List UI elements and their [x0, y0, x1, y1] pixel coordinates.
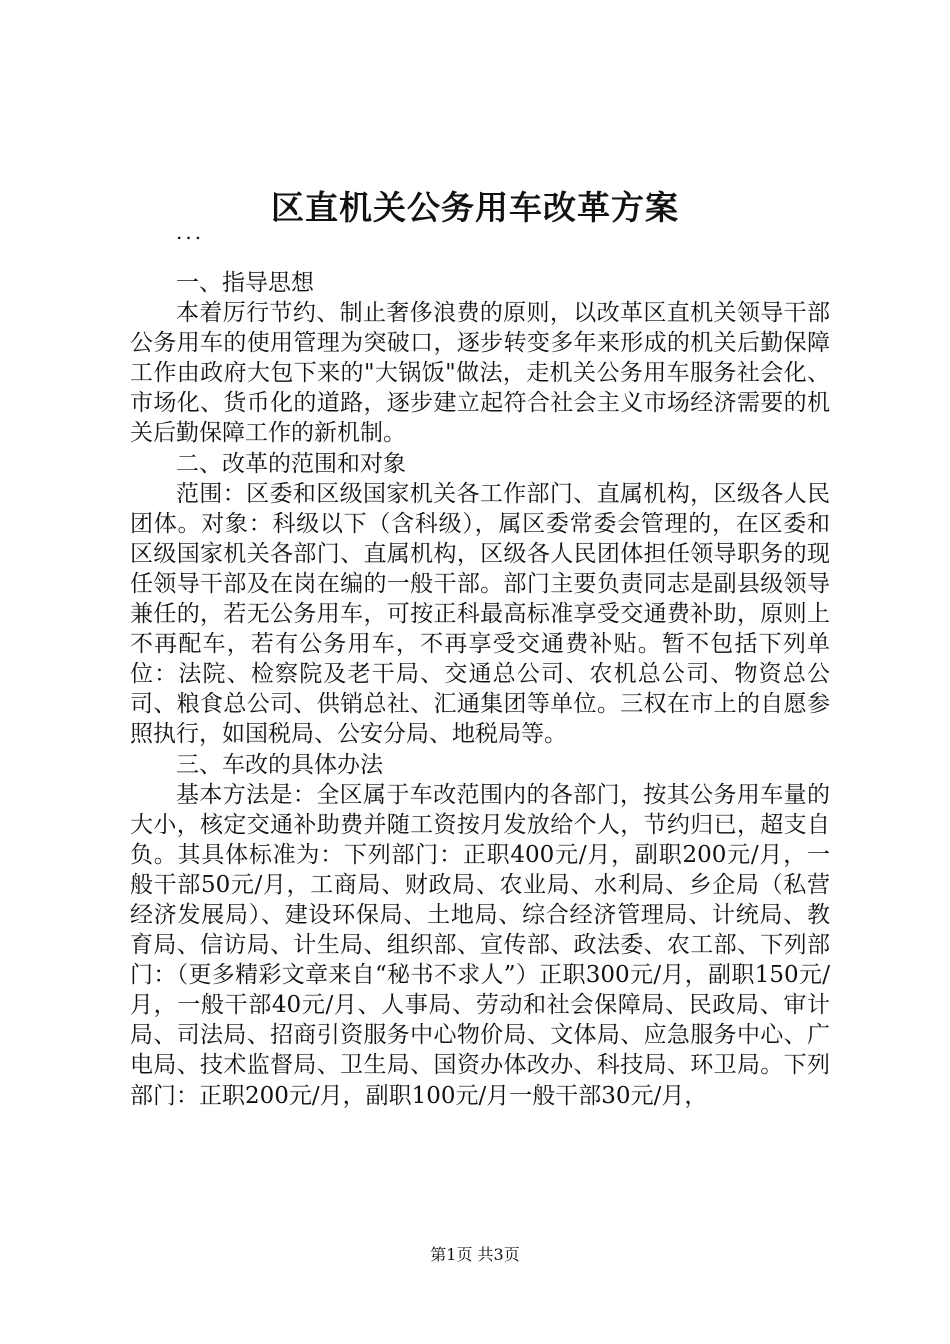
document-body [130, 268, 830, 1111]
document-title: 区直机关公务用车改革方案 [271, 188, 679, 227]
page-footer: 第1页 共3页 [430, 1245, 520, 1264]
section-heading: 三、车改的具体办法 [176, 751, 383, 778]
section-paragraph: 范围：区委和区级国家机关各工作部门、直属机构，区级各人民团体。对象：科级以下（含科级），属区委常委会管理的，在区委和区级国家机关各部门、直属机构，区级各人民团体担任领导职务的现任领导干部及在岗在编的一般干部。部门主要负责同志是副县级领导兼任的，若无公务用车，可按正科最高标准享受交通费补助，原则上不再配车，若有公务用车，不再享受交通费补贴。暂不包括下列单位：法院、检察院及老干局、交通总公司、农机总公司、物资总公司、粮食总公司、供销总社、汇通集团等单位。三权在市上的自愿参照执行，如国税局、公安分局、地税局等。 [130, 480, 830, 748]
ellipsis-marker: ... [176, 220, 205, 244]
section-heading: 一、指导思想 [176, 270, 314, 296]
section-paragraph: 基本方法是：全区属于车改范围内的各部门，按其公务用车量的大小，核定交通补助费并随工资按月发放给个人，节约归已，超支自负。其具体标准为：下列部门：正职400元/月，副职200元/月，一般干部50元/月，工商局、财政局、农业局、水利局、乡企局（私营经济发展局）、建设环保局、土地局、综合经济管理局、计统局、教育局、信访局、计生局、组织部、宣传部、政法委、农工部、下列部门：（更多精彩文章来自“秘书不求人”）正职300元/月，副职150元/月，一般干部40元/月、人事局、劳动和社会保障局、民政局、审计局、司法局、招商引资服务中心物价局、文体局、应急服务中心、广电局、技术监督局、卫生局、国资办体改办、科技局、环卫局。下列部门：正职200元/月，副职100元/月一般干部30元/月， [130, 781, 830, 1109]
section-heading: 二、改革的范围和对象 [176, 450, 406, 477]
section-paragraph: 本着厉行节约、制止奢侈浪费的原则，以改革区直机关领导干部公务用车的使用管理为突破口，逐步转变多年来形成的机关后勤保障工作由政府大包下来的"大锅饭"做法，走机关公务用车服务社会化、市场化、货币化的道路，逐步建立起符合社会主义市场经济需要的机关后勤保障工作的新机制。 [130, 300, 830, 447]
